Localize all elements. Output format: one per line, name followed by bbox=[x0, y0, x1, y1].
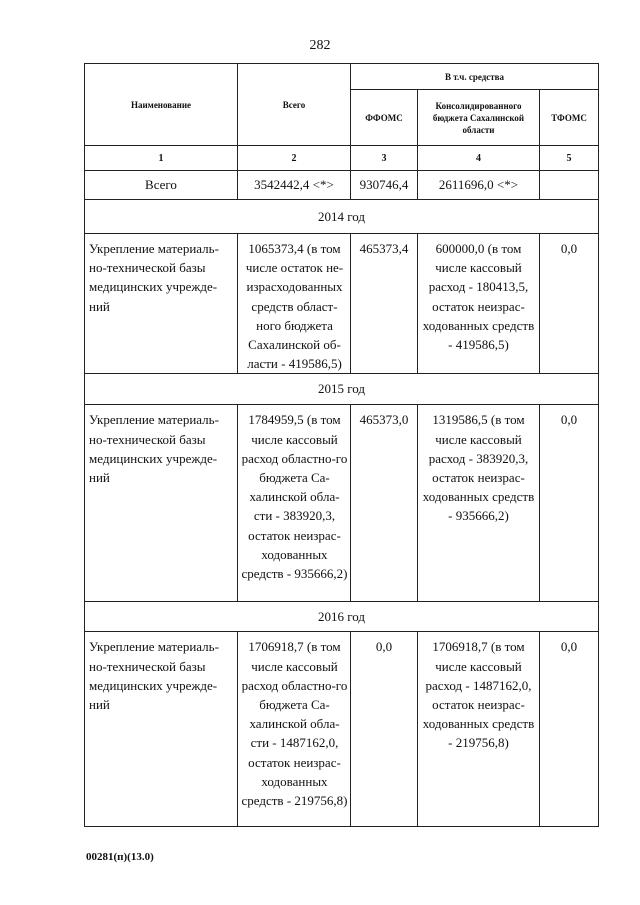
data-row-2015 bbox=[85, 405, 599, 602]
year-label: 2014 год bbox=[85, 200, 599, 234]
column-number-row bbox=[85, 146, 599, 171]
col-number-1: 1 bbox=[85, 146, 238, 171]
col-number-4: 4 bbox=[418, 146, 540, 171]
data-row-2016 bbox=[85, 632, 599, 827]
row-total: 1065373,4 (в том числе остаток не-израсходованных средств област-ного бюджета Сахалинской об-ласти - 419586,5) bbox=[238, 234, 351, 374]
header-total: Всего bbox=[238, 64, 351, 146]
col-number-3: 3 bbox=[351, 146, 418, 171]
data-row-2014 bbox=[85, 234, 599, 374]
row-budget: 1319586,5 (в том числе кассовый расход - 383920,3, остаток неизрас-ходованных средств - 935666,2) bbox=[418, 405, 540, 602]
header-budget: Консолидированного бюджета Сахалинской области bbox=[418, 90, 540, 146]
header-tfoms: ТФОМС bbox=[540, 90, 599, 146]
row-total: 1706918,7 (в том числе кассовый расход областно-го бюджета Са-халинской обла-сти - 1487162,0, остаток неизрас-ходованных средств - 219756,8) bbox=[238, 632, 351, 827]
header-including: В т.ч. средства bbox=[351, 64, 599, 90]
row-name: Укрепление материаль-но-технической базы медицинских учрежде-ний bbox=[85, 234, 238, 374]
row-total: 1784959,5 (в том числе кассовый расход областно-го бюджета Са-халинской обла-сти - 383920,3, остаток неизрас-ходованных средств - 935666,2) bbox=[238, 405, 351, 602]
total-budget: 2611696,0 <*> bbox=[418, 171, 540, 200]
total-sum: 3542442,4 <*> bbox=[238, 171, 351, 200]
row-ffoms: 465373,0 bbox=[351, 405, 418, 602]
header-ffoms: ФФОМС bbox=[351, 90, 418, 146]
year-row-2015 bbox=[85, 374, 599, 405]
row-name: Укрепление материаль-но-технической базы медицинских учрежде-ний bbox=[85, 632, 238, 827]
year-label: 2015 год bbox=[85, 374, 599, 405]
row-tfoms: 0,0 bbox=[540, 234, 599, 374]
header-row-top bbox=[85, 64, 599, 90]
row-name: Укрепление материаль-но-технической базы медицинских учрежде-ний bbox=[85, 405, 238, 602]
year-row-2014 bbox=[85, 200, 599, 234]
row-budget: 1706918,7 (в том числе кассовый расход - 1487162,0, остаток неизрас-ходованных средств - 219756,8) bbox=[418, 632, 540, 827]
row-tfoms: 0,0 bbox=[540, 632, 599, 827]
row-ffoms: 0,0 bbox=[351, 632, 418, 827]
funding-table bbox=[84, 63, 599, 827]
total-label: Всего bbox=[85, 171, 238, 200]
row-budget: 600000,0 (в том числе кассовый расход - 180413,5, остаток неизрас-ходованных средств - 419586,5) bbox=[418, 234, 540, 374]
total-ffoms: 930746,4 bbox=[351, 171, 418, 200]
year-label: 2016 год bbox=[85, 602, 599, 632]
col-number-2: 2 bbox=[238, 146, 351, 171]
row-ffoms: 465373,4 bbox=[351, 234, 418, 374]
row-tfoms: 0,0 bbox=[540, 405, 599, 602]
year-row-2016 bbox=[85, 602, 599, 632]
total-tfoms bbox=[540, 171, 599, 200]
page-number: 282 bbox=[309, 38, 331, 53]
total-row bbox=[85, 171, 599, 200]
header-name: Наименование bbox=[85, 64, 238, 146]
col-number-5: 5 bbox=[540, 146, 599, 171]
document-code: 00281(п)(13.0) bbox=[86, 851, 154, 863]
